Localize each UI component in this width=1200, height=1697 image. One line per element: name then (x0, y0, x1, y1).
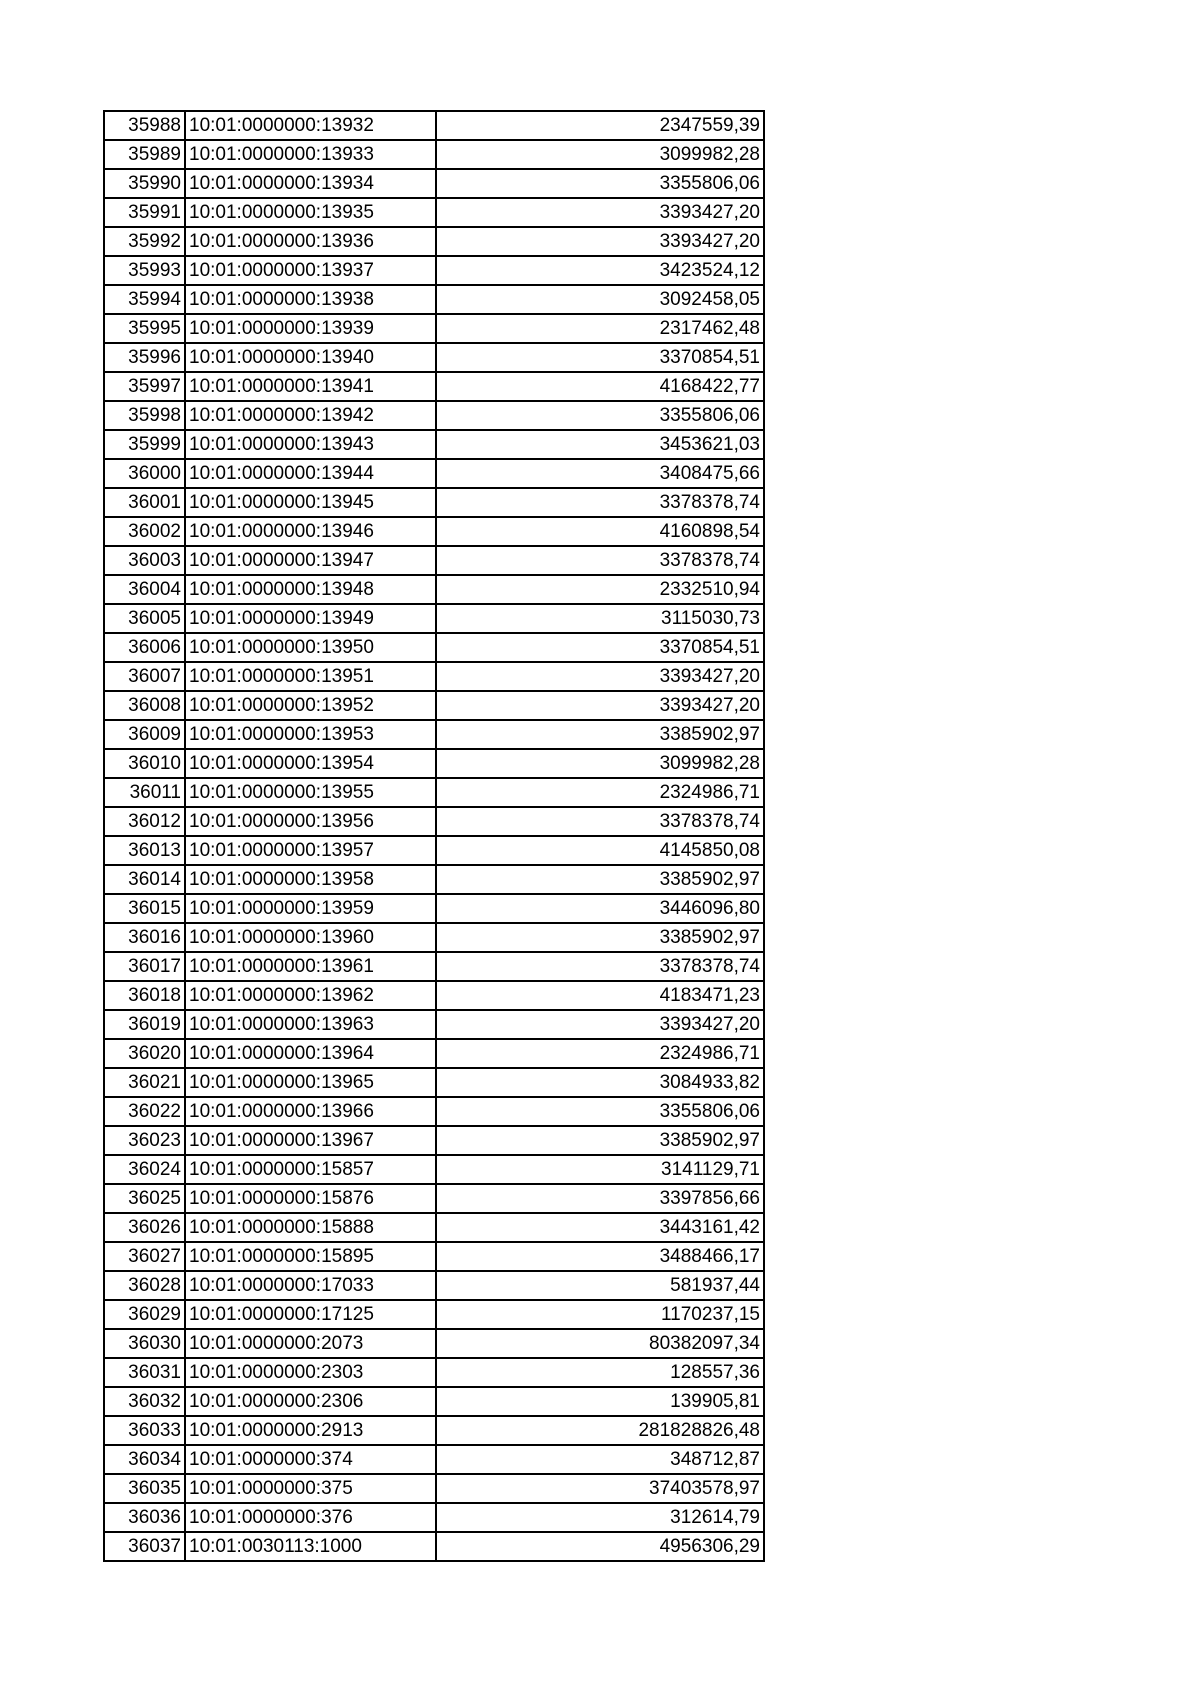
cadastral-value-cell: 128557,36 (436, 1358, 764, 1387)
table-row (104, 111, 764, 140)
table-row (104, 894, 764, 923)
table-row (104, 140, 764, 169)
cadastral-number-cell: 10:01:0000000:13935 (185, 198, 436, 227)
cadastral-value-cell: 3378378,74 (436, 952, 764, 981)
cadastral-number-cell: 10:01:0030113:1000 (185, 1532, 436, 1561)
table-row (104, 488, 764, 517)
row-number-cell: 36015 (104, 894, 185, 923)
cadastral-number-cell: 10:01:0000000:13963 (185, 1010, 436, 1039)
row-number-cell: 36005 (104, 604, 185, 633)
table-row (104, 1474, 764, 1503)
cadastral-value-cell: 3355806,06 (436, 401, 764, 430)
cadastral-number-cell: 10:01:0000000:2306 (185, 1387, 436, 1416)
row-number-cell: 36025 (104, 1184, 185, 1213)
table-row (104, 749, 764, 778)
row-number-cell: 35992 (104, 227, 185, 256)
table-row (104, 1387, 764, 1416)
row-number-cell: 35996 (104, 343, 185, 372)
cadastral-number-cell: 10:01:0000000:13950 (185, 633, 436, 662)
cadastral-value-cell: 3385902,97 (436, 720, 764, 749)
table-row (104, 1242, 764, 1271)
cadastral-value-cell: 3084933,82 (436, 1068, 764, 1097)
table-row (104, 459, 764, 488)
cadastral-number-cell: 10:01:0000000:376 (185, 1503, 436, 1532)
cadastral-number-cell: 10:01:0000000:374 (185, 1445, 436, 1474)
table-row (104, 633, 764, 662)
row-number-cell: 36003 (104, 546, 185, 575)
cadastral-value-cell: 3393427,20 (436, 227, 764, 256)
row-number-cell: 36031 (104, 1358, 185, 1387)
row-number-cell: 35997 (104, 372, 185, 401)
cadastral-number-cell: 10:01:0000000:13934 (185, 169, 436, 198)
table-row (104, 952, 764, 981)
row-number-cell: 36021 (104, 1068, 185, 1097)
table-row (104, 1155, 764, 1184)
cadastral-number-cell: 10:01:0000000:15857 (185, 1155, 436, 1184)
cadastral-number-cell: 10:01:0000000:13964 (185, 1039, 436, 1068)
row-number-cell: 36004 (104, 575, 185, 604)
cadastral-value-cell: 3355806,06 (436, 1097, 764, 1126)
row-number-cell: 35993 (104, 256, 185, 285)
row-number-cell: 35991 (104, 198, 185, 227)
cadastral-value-cell: 3370854,51 (436, 633, 764, 662)
cadastral-number-cell: 10:01:0000000:13954 (185, 749, 436, 778)
cadastral-value-cell: 3393427,20 (436, 198, 764, 227)
cadastral-number-cell: 10:01:0000000:13936 (185, 227, 436, 256)
cadastral-value-cell: 4168422,77 (436, 372, 764, 401)
cadastral-number-cell: 10:01:0000000:2303 (185, 1358, 436, 1387)
cadastral-value-cell: 2317462,48 (436, 314, 764, 343)
table-row (104, 981, 764, 1010)
row-number-cell: 36034 (104, 1445, 185, 1474)
cadastral-value-cell: 3370854,51 (436, 343, 764, 372)
row-number-cell: 35994 (104, 285, 185, 314)
cadastral-number-cell: 10:01:0000000:13944 (185, 459, 436, 488)
cadastral-value-cell: 312614,79 (436, 1503, 764, 1532)
row-number-cell: 36000 (104, 459, 185, 488)
cadastral-number-cell: 10:01:0000000:13932 (185, 111, 436, 140)
cadastral-value-cell: 3443161,42 (436, 1213, 764, 1242)
cadastral-number-cell: 10:01:0000000:13945 (185, 488, 436, 517)
table-row (104, 1416, 764, 1445)
table-row (104, 1445, 764, 1474)
cadastral-number-cell: 10:01:0000000:13952 (185, 691, 436, 720)
table-row (104, 401, 764, 430)
table-row (104, 662, 764, 691)
cadastral-value-cell: 3378378,74 (436, 488, 764, 517)
cadastral-value-cell: 3385902,97 (436, 923, 764, 952)
cadastral-value-cell: 3385902,97 (436, 1126, 764, 1155)
table-row (104, 1039, 764, 1068)
row-number-cell: 36009 (104, 720, 185, 749)
table-row (104, 691, 764, 720)
table-row (104, 923, 764, 952)
table-row (104, 1271, 764, 1300)
row-number-cell: 36006 (104, 633, 185, 662)
row-number-cell: 36007 (104, 662, 185, 691)
table-row (104, 778, 764, 807)
cadastral-value-cell: 3099982,28 (436, 749, 764, 778)
row-number-cell: 35998 (104, 401, 185, 430)
cadastral-value-cell: 3141129,71 (436, 1155, 764, 1184)
cadastral-number-cell: 10:01:0000000:13965 (185, 1068, 436, 1097)
row-number-cell: 36022 (104, 1097, 185, 1126)
cadastral-number-cell: 10:01:0000000:17125 (185, 1300, 436, 1329)
cadastral-number-cell: 10:01:0000000:13966 (185, 1097, 436, 1126)
cadastral-value-cell: 3378378,74 (436, 546, 764, 575)
table-row (104, 546, 764, 575)
cadastral-number-cell: 10:01:0000000:13940 (185, 343, 436, 372)
table-row (104, 169, 764, 198)
cadastral-number-cell: 10:01:0000000:13949 (185, 604, 436, 633)
cadastral-number-cell: 10:01:0000000:13942 (185, 401, 436, 430)
cadastral-value-cell: 4160898,54 (436, 517, 764, 546)
cadastral-value-cell: 4183471,23 (436, 981, 764, 1010)
cadastral-value-cell: 3393427,20 (436, 1010, 764, 1039)
cadastral-number-cell: 10:01:0000000:13961 (185, 952, 436, 981)
row-number-cell: 36028 (104, 1271, 185, 1300)
row-number-cell: 35995 (104, 314, 185, 343)
cadastral-number-cell: 10:01:0000000:13955 (185, 778, 436, 807)
row-number-cell: 36023 (104, 1126, 185, 1155)
table-body (104, 111, 764, 1561)
table-row (104, 1358, 764, 1387)
cadastral-number-cell: 10:01:0000000:375 (185, 1474, 436, 1503)
cadastral-number-cell: 10:01:0000000:13958 (185, 865, 436, 894)
cadastral-number-cell: 10:01:0000000:13959 (185, 894, 436, 923)
cadastral-value-cell: 2347559,39 (436, 111, 764, 140)
cadastral-number-cell: 10:01:0000000:13939 (185, 314, 436, 343)
table-row (104, 575, 764, 604)
row-number-cell: 35990 (104, 169, 185, 198)
cadastral-value-cell: 581937,44 (436, 1271, 764, 1300)
table-row (104, 604, 764, 633)
cadastral-number-cell: 10:01:0000000:13941 (185, 372, 436, 401)
cadastral-number-cell: 10:01:0000000:13956 (185, 807, 436, 836)
cadastral-value-cell: 3393427,20 (436, 691, 764, 720)
cadastral-value-cell: 3397856,66 (436, 1184, 764, 1213)
cadastral-number-cell: 10:01:0000000:13948 (185, 575, 436, 604)
cadastral-number-cell: 10:01:0000000:13933 (185, 140, 436, 169)
cadastral-value-cell: 4956306,29 (436, 1532, 764, 1561)
table-row (104, 256, 764, 285)
table-row (104, 1010, 764, 1039)
cadastral-number-cell: 10:01:0000000:13938 (185, 285, 436, 314)
cadastral-number-cell: 10:01:0000000:13967 (185, 1126, 436, 1155)
row-number-cell: 36016 (104, 923, 185, 952)
table-row (104, 1068, 764, 1097)
cadastral-value-cell: 80382097,34 (436, 1329, 764, 1358)
cadastral-value-cell: 3355806,06 (436, 169, 764, 198)
cadastral-value-cell: 3446096,80 (436, 894, 764, 923)
cadastral-value-cell: 3092458,05 (436, 285, 764, 314)
cadastral-number-cell: 10:01:0000000:2913 (185, 1416, 436, 1445)
cadastral-number-cell: 10:01:0000000:15895 (185, 1242, 436, 1271)
row-number-cell: 36026 (104, 1213, 185, 1242)
table-row (104, 1126, 764, 1155)
row-number-cell: 36036 (104, 1503, 185, 1532)
cadastral-number-cell: 10:01:0000000:13946 (185, 517, 436, 546)
table-row (104, 430, 764, 459)
cadastral-number-cell: 10:01:0000000:13957 (185, 836, 436, 865)
cadastral-value-cell: 139905,81 (436, 1387, 764, 1416)
row-number-cell: 36017 (104, 952, 185, 981)
row-number-cell: 36019 (104, 1010, 185, 1039)
cadastral-number-cell: 10:01:0000000:13960 (185, 923, 436, 952)
row-number-cell: 36027 (104, 1242, 185, 1271)
cadastral-value-cell: 3408475,66 (436, 459, 764, 488)
cadastral-number-cell: 10:01:0000000:17033 (185, 1271, 436, 1300)
cadastral-value-cell: 4145850,08 (436, 836, 764, 865)
row-number-cell: 36018 (104, 981, 185, 1010)
table-row (104, 1097, 764, 1126)
cadastral-number-cell: 10:01:0000000:13951 (185, 662, 436, 691)
table-row (104, 1329, 764, 1358)
table-row (104, 517, 764, 546)
cadastral-value-cell: 37403578,97 (436, 1474, 764, 1503)
cadastral-value-cell: 3378378,74 (436, 807, 764, 836)
table-row (104, 227, 764, 256)
cadastral-number-cell: 10:01:0000000:13962 (185, 981, 436, 1010)
cadastral-number-cell: 10:01:0000000:13947 (185, 546, 436, 575)
cadastral-value-cell: 2332510,94 (436, 575, 764, 604)
row-number-cell: 35988 (104, 111, 185, 140)
table-row (104, 1503, 764, 1532)
row-number-cell: 35999 (104, 430, 185, 459)
table-row (104, 1300, 764, 1329)
row-number-cell: 36013 (104, 836, 185, 865)
table-row (104, 285, 764, 314)
table-row (104, 372, 764, 401)
row-number-cell: 36024 (104, 1155, 185, 1184)
row-number-cell: 36037 (104, 1532, 185, 1561)
table-row (104, 1532, 764, 1561)
cadastral-number-cell: 10:01:0000000:13953 (185, 720, 436, 749)
table-row (104, 720, 764, 749)
row-number-cell: 35989 (104, 140, 185, 169)
cadastral-value-cell: 3115030,73 (436, 604, 764, 633)
cadastral-value-cell: 2324986,71 (436, 778, 764, 807)
cadastral-value-cell: 3099982,28 (436, 140, 764, 169)
cadastral-value-table (103, 110, 765, 1562)
table-row (104, 865, 764, 894)
cadastral-number-cell: 10:01:0000000:2073 (185, 1329, 436, 1358)
cadastral-value-cell: 3488466,17 (436, 1242, 764, 1271)
table-row (104, 343, 764, 372)
table-row (104, 1184, 764, 1213)
row-number-cell: 36032 (104, 1387, 185, 1416)
row-number-cell: 36035 (104, 1474, 185, 1503)
cadastral-number-cell: 10:01:0000000:15888 (185, 1213, 436, 1242)
cadastral-value-cell: 3423524,12 (436, 256, 764, 285)
row-number-cell: 36030 (104, 1329, 185, 1358)
row-number-cell: 36002 (104, 517, 185, 546)
row-number-cell: 36010 (104, 749, 185, 778)
cadastral-value-cell: 3385902,97 (436, 865, 764, 894)
table-row (104, 314, 764, 343)
row-number-cell: 36011 (104, 778, 185, 807)
cadastral-value-cell: 281828826,48 (436, 1416, 764, 1445)
table-row (104, 1213, 764, 1242)
cadastral-value-cell: 3453621,03 (436, 430, 764, 459)
cadastral-number-cell: 10:01:0000000:15876 (185, 1184, 436, 1213)
row-number-cell: 36008 (104, 691, 185, 720)
row-number-cell: 36029 (104, 1300, 185, 1329)
table-row (104, 198, 764, 227)
table-row (104, 807, 764, 836)
cadastral-value-cell: 2324986,71 (436, 1039, 764, 1068)
row-number-cell: 36033 (104, 1416, 185, 1445)
cadastral-number-cell: 10:01:0000000:13943 (185, 430, 436, 459)
cadastral-number-cell: 10:01:0000000:13937 (185, 256, 436, 285)
row-number-cell: 36020 (104, 1039, 185, 1068)
table-row (104, 836, 764, 865)
row-number-cell: 36014 (104, 865, 185, 894)
row-number-cell: 36012 (104, 807, 185, 836)
cadastral-value-cell: 348712,87 (436, 1445, 764, 1474)
cadastral-value-cell: 3393427,20 (436, 662, 764, 691)
cadastral-value-cell: 1170237,15 (436, 1300, 764, 1329)
row-number-cell: 36001 (104, 488, 185, 517)
